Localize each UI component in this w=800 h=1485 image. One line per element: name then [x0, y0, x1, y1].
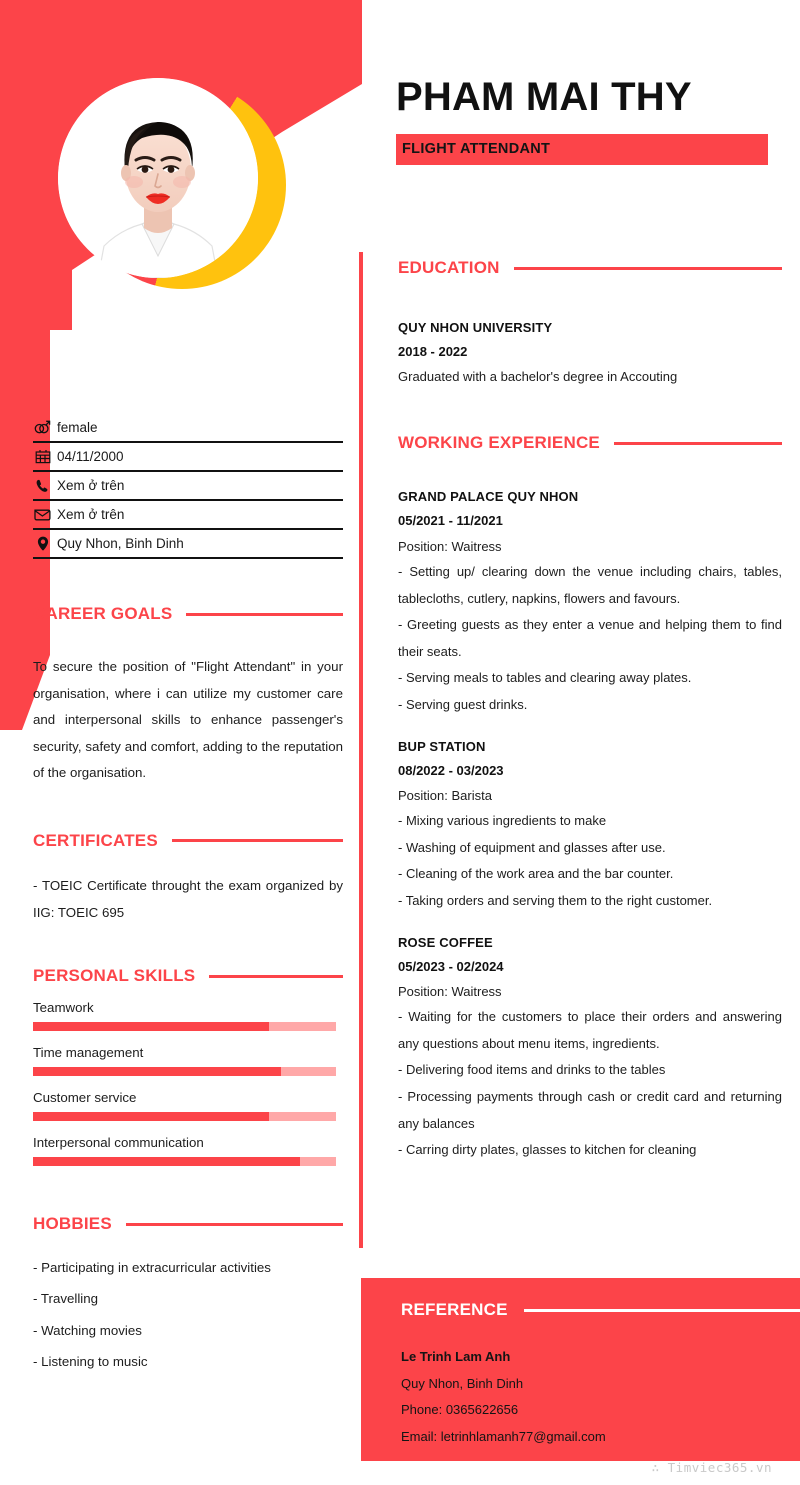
skill-label: Time management — [33, 1045, 144, 1061]
skill-bar-track — [33, 1022, 336, 1031]
portrait-illustration — [58, 78, 258, 278]
job-entry — [398, 485, 782, 718]
section-education — [398, 258, 782, 389]
reference-email: Email: letrinhlamanh77@gmail.com — [401, 1428, 606, 1444]
heading-rule — [172, 839, 343, 842]
hobby-item: - Watching movies — [33, 1322, 142, 1338]
personal-skills-heading — [33, 966, 343, 986]
contact-value: female — [57, 420, 98, 435]
avatar — [58, 78, 270, 294]
job-dates: 05/2023 - 02/2024 — [398, 958, 504, 974]
education-description: Graduated with a bachelor's degree in Accouting — [398, 369, 678, 385]
skill-item — [33, 1000, 343, 1031]
hobby-item: - Travelling — [33, 1291, 99, 1307]
job-position: Position: Barista — [398, 787, 492, 803]
job-position: Position: Waitress — [398, 983, 502, 999]
reference-phone: Phone: 0365622656 — [401, 1402, 519, 1418]
phone-icon — [33, 479, 52, 493]
gender-icon — [33, 420, 52, 435]
section-title: WORKING EXPERIENCE — [398, 433, 600, 453]
left-column — [33, 414, 343, 1377]
job-title: FLIGHT ATTENDANT — [402, 141, 551, 157]
skill-item — [33, 1135, 343, 1166]
skill-label: Customer service — [33, 1090, 137, 1106]
job-bullet: - Mixing various ingredients to make — [398, 813, 607, 829]
job-bullet: - Cleaning of the work area and the bar counter. — [398, 866, 674, 882]
hobby-item: - Listening to music — [33, 1353, 148, 1369]
heading-rule — [514, 267, 782, 270]
envelope-icon — [33, 508, 52, 521]
skill-bar-fill — [33, 1157, 300, 1166]
skill-bar-track — [33, 1157, 336, 1166]
job-dates: 08/2022 - 03/2023 — [398, 762, 504, 778]
section-title: EDUCATION — [398, 258, 500, 277]
section-title: CERTIFICATES — [33, 830, 158, 850]
career-goals-heading — [33, 604, 343, 624]
contact-value: 04/11/2000 — [57, 449, 124, 464]
contact-row-birthday — [33, 443, 343, 472]
section-hobbies — [33, 1214, 343, 1377]
skill-bar-fill — [33, 1067, 281, 1076]
skill-item — [33, 1090, 343, 1121]
section-personal-skills — [33, 966, 343, 1166]
contact-row-phone — [33, 472, 343, 501]
right-column — [398, 258, 782, 1168]
job-bullet: - Waiting for the customers to place their orders and answering any questions about menu items, ingredients. — [398, 1009, 782, 1051]
heading-rule — [524, 1309, 800, 1312]
job-company: GRAND PALACE QUY NHON — [398, 489, 579, 505]
column-divider — [359, 252, 363, 1248]
career-goals-text: To secure the position of "Flight Attendant" in your organisation, where i can utilize my customer care and interpersonal skills to enhance passenger's security, safety and comfort, adding to the reputation of the organisation. — [33, 659, 343, 781]
certificates-heading — [33, 831, 343, 851]
skill-bar-track — [33, 1067, 336, 1076]
heading-rule — [209, 975, 343, 978]
job-bullet: - Greeting guests as they enter a venue and helping them to find their seats. — [398, 617, 782, 659]
page-title: PHAM MAI THY — [396, 75, 692, 119]
skill-bar-fill — [33, 1022, 269, 1031]
avatar-photo — [58, 78, 258, 278]
job-bullet: - Serving meals to tables and clearing away plates. — [398, 670, 692, 686]
skill-bar-track — [33, 1112, 336, 1121]
job-entry — [398, 931, 782, 1164]
job-company: ROSE COFFEE — [398, 934, 493, 950]
section-title: REFERENCE — [401, 1300, 508, 1319]
skill-item — [33, 1045, 343, 1076]
job-bullet: - Processing payments through cash or credit card and returning any balances — [398, 1089, 782, 1131]
site-watermark: ∴ Timviec365.vn — [651, 1460, 772, 1475]
section-working-experience — [398, 433, 782, 1164]
job-bullet: - Setting up/ clearing down the venue including chairs, tables, tablecloths, cutlery, napkins, flowers and favours. — [398, 563, 782, 606]
contact-value: Xem ở trên — [57, 478, 125, 493]
contact-row-email — [33, 501, 343, 530]
job-dates: 05/2021 - 11/2021 — [398, 513, 503, 529]
skill-label: Interpersonal communication — [33, 1135, 204, 1151]
section-certificates — [33, 831, 343, 926]
skill-bar-fill — [33, 1112, 269, 1121]
education-dates: 2018 - 2022 — [398, 344, 468, 360]
hobbies-heading — [33, 1214, 343, 1234]
reference-heading — [361, 1278, 800, 1320]
job-bullet: - Delivering food items and drinks to the tables — [398, 1062, 666, 1078]
hobby-item: - Participating in extracurricular activities — [33, 1260, 271, 1276]
certificates-text: - TOEIC Certificate throught the exam organized by IIG: TOEIC 695 — [33, 877, 343, 920]
skill-label: Teamwork — [33, 1000, 94, 1016]
reference-address: Quy Nhon, Binh Dinh — [401, 1375, 524, 1391]
section-career-goals — [33, 604, 343, 787]
contact-value: Xem ở trên — [57, 507, 125, 522]
section-title: PERSONAL SKILLS — [33, 966, 196, 986]
heading-rule — [186, 613, 343, 616]
heading-rule — [614, 442, 782, 445]
job-position: Position: Waitress — [398, 538, 502, 554]
white-notch-shape — [50, 300, 370, 420]
section-reference — [361, 1278, 800, 1461]
job-bullet: - Serving guest drinks. — [398, 697, 528, 713]
job-bullet: - Taking orders and serving them to the right customer. — [398, 893, 713, 909]
education-heading — [398, 258, 782, 278]
working-experience-heading — [398, 433, 782, 453]
education-school: QUY NHON UNIVERSITY — [398, 320, 553, 335]
section-title: HOBBIES — [33, 1214, 112, 1234]
contact-list — [33, 414, 343, 559]
reference-body — [361, 1320, 800, 1451]
calendar-icon — [33, 449, 52, 464]
contact-row-gender — [33, 414, 343, 443]
job-bullet: - Washing of equipment and glasses after use. — [398, 839, 666, 855]
job-entry — [398, 735, 782, 915]
section-title: CAREER GOALS — [33, 604, 173, 623]
job-company: BUP STATION — [398, 738, 486, 754]
reference-name: Le Trinh Lam Anh — [401, 1349, 511, 1364]
contact-value: Quy Nhon, Binh Dinh — [57, 536, 184, 551]
job-bullet: - Carring dirty plates, glasses to kitchen for cleaning — [398, 1142, 697, 1158]
location-pin-icon — [33, 536, 52, 551]
heading-rule — [126, 1223, 343, 1226]
contact-row-address — [33, 530, 343, 559]
